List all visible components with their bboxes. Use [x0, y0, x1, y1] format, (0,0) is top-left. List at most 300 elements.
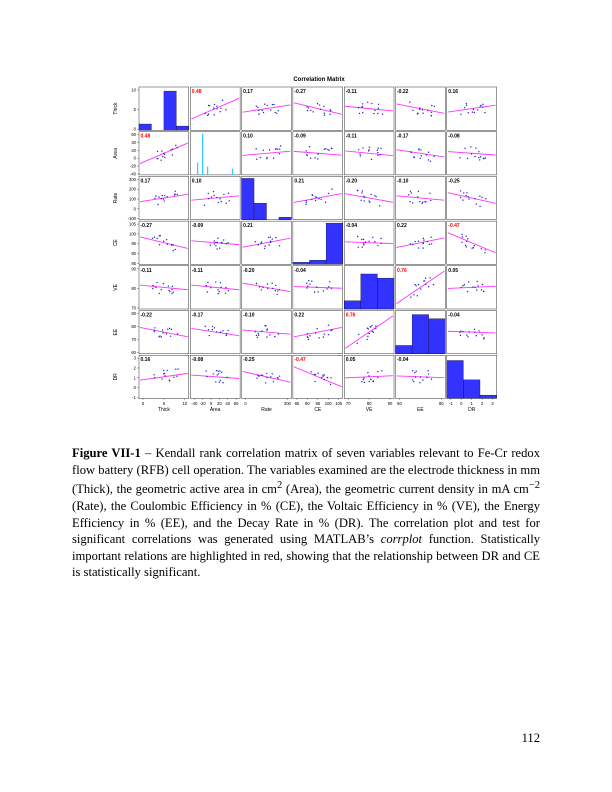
- scatter-point: [270, 376, 271, 377]
- scatter-point: [266, 158, 267, 159]
- correlation-coefficient-label: -0.11: [345, 89, 357, 95]
- scatter-point: [218, 202, 219, 203]
- row-tick-label: 85: [131, 260, 136, 266]
- scatter-point: [311, 281, 312, 282]
- column-tick-label: 105: [335, 400, 343, 406]
- scatter-point: [166, 239, 167, 240]
- scatter-point: [375, 328, 376, 329]
- scatter-point: [171, 329, 172, 330]
- scatter-point: [168, 285, 169, 286]
- scatter-point: [261, 331, 262, 332]
- histogram-bar: [344, 301, 361, 309]
- row-tick-label: 95: [131, 241, 136, 247]
- scatter-point: [362, 103, 363, 104]
- histogram-bar: [232, 169, 233, 175]
- scatter-point: [216, 242, 217, 243]
- scatter-point: [363, 239, 364, 240]
- scatter-point: [159, 244, 160, 245]
- column-tick-label: 20: [217, 400, 222, 406]
- scatter-point: [260, 242, 261, 243]
- scatter-point: [477, 285, 478, 286]
- correlation-matrix-svg: [105, 70, 510, 435]
- scatter-point: [378, 108, 379, 109]
- scatter-point: [320, 108, 321, 109]
- scatter-point: [314, 381, 315, 382]
- scatter-point: [483, 337, 484, 338]
- histogram-bar: [412, 315, 429, 354]
- scatter-point: [412, 244, 413, 245]
- scatter-point: [482, 104, 483, 105]
- histogram-bar: [326, 223, 343, 264]
- scatter-point: [204, 205, 205, 206]
- scatter-point: [422, 109, 423, 110]
- scatter-point: [256, 377, 257, 378]
- column-tick-label: 2: [480, 400, 484, 406]
- scatter-point: [163, 198, 164, 199]
- scatter-point: [363, 379, 364, 380]
- scatter-point: [368, 241, 369, 242]
- scatter-point: [219, 198, 220, 199]
- correlation-coefficient-label: 0.16: [140, 357, 151, 364]
- scatter-point: [317, 158, 318, 159]
- scatter-point: [361, 192, 362, 193]
- scatter-point: [429, 244, 430, 245]
- correlation-coefficient-label: -0.11: [140, 267, 152, 274]
- scatter-point: [216, 248, 217, 249]
- scatter-point: [216, 331, 217, 332]
- scatter-point: [222, 330, 223, 331]
- scatter-point: [460, 114, 461, 115]
- scatter-point: [154, 377, 155, 378]
- scatter-point: [374, 195, 375, 196]
- scatter-point: [216, 370, 217, 371]
- histogram-bar: [480, 395, 497, 398]
- scatter-point: [214, 104, 215, 105]
- correlation-coefficient-label: -0.22: [140, 312, 152, 319]
- scatter-point: [305, 150, 306, 151]
- scatter-point: [328, 193, 329, 194]
- correlation-coefficient-label: -0.10: [397, 178, 409, 185]
- scatter-point: [375, 325, 376, 326]
- scatter-point: [229, 200, 230, 201]
- scatter-point: [167, 370, 168, 371]
- scatter-point: [156, 238, 157, 239]
- scatter-point: [223, 239, 224, 240]
- row-tick-label: -40: [129, 171, 136, 177]
- scatter-point: [218, 293, 219, 294]
- scatter-point: [279, 289, 280, 290]
- row-tick-label: 10: [131, 87, 136, 93]
- scatter-point: [413, 294, 414, 295]
- scatter-point: [465, 235, 466, 236]
- column-variable-label: EE: [417, 406, 424, 413]
- scatter-point: [315, 200, 316, 201]
- scatter-point: [317, 291, 318, 292]
- scatter-point: [164, 195, 165, 196]
- scatter-point: [434, 156, 435, 157]
- histogram-bar: [164, 91, 176, 130]
- row-tick-label: -100: [127, 216, 136, 222]
- scatter-point: [277, 290, 278, 291]
- column-tick-label: 0: [141, 400, 145, 406]
- scatter-point: [474, 287, 475, 288]
- row-tick-label: 70: [131, 337, 136, 343]
- scatter-point: [278, 333, 279, 334]
- scatter-point: [220, 282, 221, 283]
- scatter-point: [464, 284, 465, 285]
- scatter-point: [363, 377, 364, 378]
- scatter-point: [256, 335, 257, 336]
- scatter-point: [363, 244, 364, 245]
- scatter-point: [268, 244, 269, 245]
- scatter-point: [367, 336, 368, 337]
- scatter-point: [215, 281, 216, 282]
- scatter-point: [305, 200, 306, 201]
- scatter-point: [474, 198, 475, 199]
- scatter-point: [206, 285, 207, 286]
- scatter-point: [167, 244, 168, 245]
- scatter-point: [328, 150, 329, 151]
- scatter-point: [415, 285, 416, 286]
- scatter-point: [324, 149, 325, 150]
- scatter-point: [317, 103, 318, 104]
- scatter-point: [428, 152, 429, 153]
- scatter-point: [414, 241, 415, 242]
- scatter-point: [277, 149, 278, 150]
- histogram-bar: [396, 345, 413, 353]
- histogram-bar: [139, 124, 151, 130]
- scatter-point: [164, 200, 165, 201]
- scatter-point: [272, 288, 273, 289]
- row-tick-label: 1: [133, 375, 136, 381]
- scatter-point: [158, 196, 159, 197]
- scatter-point: [483, 158, 484, 159]
- scatter-point: [152, 237, 153, 238]
- scatter-point: [358, 247, 359, 248]
- scatter-point: [459, 332, 460, 333]
- scatter-point: [217, 374, 218, 375]
- scatter-point: [270, 242, 271, 243]
- scatter-point: [208, 193, 209, 194]
- column-tick-label: 5: [162, 400, 166, 406]
- scatter-point: [261, 241, 262, 242]
- column-tick-label: -20: [199, 400, 206, 406]
- scatter-point: [273, 381, 274, 382]
- scatter-point: [308, 339, 309, 340]
- scatter-point: [256, 159, 257, 160]
- scatter-point: [161, 336, 162, 337]
- scatter-point: [377, 155, 378, 156]
- scatter-point: [271, 283, 272, 284]
- scatter-point: [214, 243, 215, 244]
- scatter-point: [312, 111, 313, 112]
- scatter-point: [380, 243, 381, 244]
- column-tick-label: 80: [438, 400, 444, 406]
- correlation-coefficient-label: -0.17: [397, 133, 409, 140]
- scatter-point: [412, 202, 413, 203]
- scatter-point: [361, 107, 362, 108]
- scatter-point: [482, 107, 483, 108]
- scatter-point: [374, 241, 375, 242]
- scatter-point: [256, 283, 257, 284]
- row-tick-label: 80: [131, 285, 136, 291]
- scatter-point: [273, 104, 274, 105]
- scatter-point: [307, 285, 308, 286]
- scatter-point: [275, 285, 276, 286]
- scatter-point: [227, 242, 228, 243]
- scatter-point: [427, 110, 428, 111]
- scatter-point: [264, 104, 265, 105]
- scatter-point: [481, 248, 482, 249]
- scatter-point: [467, 238, 468, 239]
- scatter-point: [357, 236, 358, 237]
- scatter-point: [377, 147, 378, 148]
- scatter-point: [158, 336, 159, 337]
- scatter-point: [474, 329, 475, 330]
- correlation-coefficient-label: 0.21: [294, 178, 305, 185]
- scatter-point: [479, 206, 480, 207]
- row-tick-label: 105: [129, 221, 136, 227]
- scatter-point: [331, 188, 332, 189]
- scatter-point: [484, 252, 485, 253]
- scatter-point: [359, 153, 360, 154]
- scatter-point: [167, 196, 168, 197]
- scatter-point: [275, 148, 276, 149]
- column-tick-label: 100: [324, 400, 332, 406]
- scatter-point: [166, 333, 167, 334]
- scatter-point: [154, 198, 155, 199]
- scatter-point: [477, 109, 478, 110]
- scatter-point: [260, 157, 261, 158]
- histogram-bar: [377, 278, 394, 309]
- scatter-point: [162, 332, 163, 333]
- scatter-point: [328, 286, 329, 287]
- row-tick-label: 90: [131, 266, 136, 272]
- scatter-point: [157, 151, 158, 152]
- scatter-point: [326, 377, 327, 378]
- scatter-point: [267, 283, 268, 284]
- scatter-point: [473, 109, 474, 110]
- scatter-point: [172, 286, 173, 287]
- scatter-point: [176, 147, 177, 148]
- scatter-point: [314, 291, 315, 292]
- scatter-point: [480, 106, 481, 107]
- scatter-point: [367, 372, 368, 373]
- scatter-point: [163, 370, 164, 371]
- scatter-point: [466, 241, 467, 242]
- scatter-point: [370, 379, 371, 380]
- scatter-point: [329, 281, 330, 282]
- scatter-point: [414, 372, 415, 373]
- scatter-point: [269, 334, 270, 335]
- scatter-point: [370, 326, 371, 327]
- scatter-point: [377, 150, 378, 151]
- scatter-point: [424, 201, 425, 202]
- scatter-point: [409, 101, 410, 102]
- scatter-point: [316, 286, 317, 287]
- scatter-point: [433, 284, 434, 285]
- scatter-point: [329, 114, 330, 115]
- scatter-point: [256, 105, 257, 106]
- scatter-point: [431, 378, 432, 379]
- scatter-point: [154, 327, 155, 328]
- scatter-point: [217, 289, 218, 290]
- scatter-point: [328, 334, 329, 335]
- scatter-point: [466, 103, 467, 104]
- scatter-point: [361, 239, 362, 240]
- scatter-point: [409, 201, 410, 202]
- scatter-point: [272, 373, 273, 374]
- scatter-point: [279, 375, 280, 376]
- scatter-point: [412, 370, 413, 371]
- scatter-point: [270, 241, 271, 242]
- scatter-point: [209, 335, 210, 336]
- row-tick-label: -1: [132, 394, 136, 400]
- scatter-point: [206, 376, 207, 377]
- scatter-point: [330, 384, 331, 385]
- scatter-point: [213, 114, 214, 115]
- scatter-point: [368, 375, 369, 376]
- scatter-point: [327, 149, 328, 150]
- scatter-point: [223, 194, 224, 195]
- scatter-point: [378, 104, 379, 105]
- scatter-point: [267, 288, 268, 289]
- correlation-coefficient-label: -0.47: [448, 223, 460, 230]
- row-tick-label: 100: [129, 196, 136, 202]
- scatter-point: [367, 101, 368, 102]
- caption-text-3: (Rate), the Coulombic Efficiency in % (CE), the Voltaic Efficiency in % (VE), the Energy Efficiency in % (EE), and the Decay Rate in % (DR). The correlation plot and test for significant correlations was generated using MATLAB’s: [72, 498, 540, 547]
- scatter-point: [225, 293, 226, 294]
- scatter-point: [270, 109, 271, 110]
- scatter-point: [477, 281, 478, 282]
- histogram-bar: [197, 163, 198, 175]
- correlation-coefficient-label: -0.04: [448, 312, 460, 319]
- scatter-point: [204, 113, 205, 114]
- histogram-bar: [207, 167, 208, 175]
- scatter-point: [324, 333, 325, 334]
- scatter-point: [375, 196, 376, 197]
- scatter-point: [306, 287, 307, 288]
- scatter-point: [367, 328, 368, 329]
- correlation-coefficient-label: -0.11: [345, 133, 357, 140]
- scatter-point: [278, 110, 279, 111]
- scatter-point: [220, 108, 221, 109]
- scatter-point: [214, 327, 215, 328]
- correlation-coefficient-label: 0.17: [140, 178, 151, 185]
- scatter-point: [422, 247, 423, 248]
- column-tick-label: 40: [225, 400, 231, 406]
- scatter-point: [208, 329, 209, 330]
- scatter-point: [264, 245, 265, 246]
- scatter-point: [275, 237, 276, 238]
- scatter-point: [461, 234, 462, 235]
- scatter-point: [377, 245, 378, 246]
- scatter-point: [417, 295, 418, 296]
- scatter-point: [370, 194, 371, 195]
- scatter-point: [216, 108, 217, 109]
- scatter-point: [362, 112, 363, 113]
- scatter-point: [369, 381, 370, 382]
- row-tick-label: 3: [133, 355, 136, 361]
- scatter-point: [362, 246, 363, 247]
- row-tick-label: 70: [131, 305, 136, 311]
- scatter-point: [417, 113, 418, 114]
- scatter-point: [419, 201, 420, 202]
- scatter-point: [467, 336, 468, 337]
- scatter-point: [215, 242, 216, 243]
- scatter-point: [258, 335, 259, 336]
- histogram-bar: [176, 126, 188, 130]
- scatter-point: [368, 149, 369, 150]
- correlation-coefficient-label: -0.20: [345, 178, 358, 185]
- scatter-point: [161, 150, 162, 151]
- scatter-point: [220, 332, 221, 333]
- scatter-point: [464, 107, 465, 108]
- scatter-point: [310, 371, 311, 372]
- scatter-point: [272, 238, 273, 239]
- scatter-point: [422, 379, 423, 380]
- scatter-point: [468, 198, 469, 199]
- scatter-point: [162, 195, 163, 196]
- scatter-point: [314, 374, 315, 375]
- caption-text-2: (Area), the geometric current density in mA cm: [282, 482, 529, 497]
- histogram-bar: [310, 260, 327, 264]
- scatter-point: [213, 191, 214, 192]
- scatter-point: [324, 112, 325, 113]
- scatter-point: [167, 329, 168, 330]
- scatter-point: [419, 109, 420, 110]
- scatter-point: [220, 201, 221, 202]
- scatter-point: [210, 244, 211, 245]
- scatter-point: [466, 192, 467, 193]
- scatter-point: [427, 370, 428, 371]
- page-number: 112: [521, 731, 540, 745]
- scatter-point: [159, 235, 160, 236]
- scatter-point: [371, 325, 372, 326]
- correlation-coefficient-label: -0.09: [191, 223, 204, 230]
- scatter-point: [177, 333, 178, 334]
- correlation-coefficient-label: 0.21: [243, 223, 253, 230]
- histogram-bar: [463, 380, 480, 399]
- scatter-point: [480, 156, 481, 157]
- row-tick-label: 2: [133, 365, 136, 371]
- scatter-point: [357, 343, 358, 344]
- row-tick-label: 0: [133, 206, 136, 212]
- row-tick-label: 5: [133, 107, 136, 113]
- scatter-point: [216, 197, 217, 198]
- row-variable-label: Area: [113, 148, 119, 159]
- scatter-point: [161, 289, 162, 290]
- scatter-point: [210, 287, 211, 288]
- histogram-bar: [202, 134, 203, 175]
- scatter-point: [173, 377, 174, 378]
- scatter-point: [322, 376, 323, 377]
- correlation-coefficient-label: -0.22: [397, 89, 409, 95]
- scatter-point: [222, 100, 223, 101]
- caption-label: Figure VII-1: [72, 446, 141, 460]
- column-variable-label: VE: [365, 406, 373, 413]
- row-tick-label: 0: [133, 126, 136, 132]
- scatter-point: [212, 326, 213, 327]
- scatter-point: [468, 112, 469, 113]
- scatter-point: [155, 195, 156, 196]
- column-tick-label: 1: [470, 400, 473, 406]
- scatter-point: [314, 157, 315, 158]
- scatter-point: [418, 149, 419, 150]
- histogram-bar: [254, 203, 266, 219]
- histogram-bar: [242, 178, 254, 219]
- scatter-point: [212, 329, 213, 330]
